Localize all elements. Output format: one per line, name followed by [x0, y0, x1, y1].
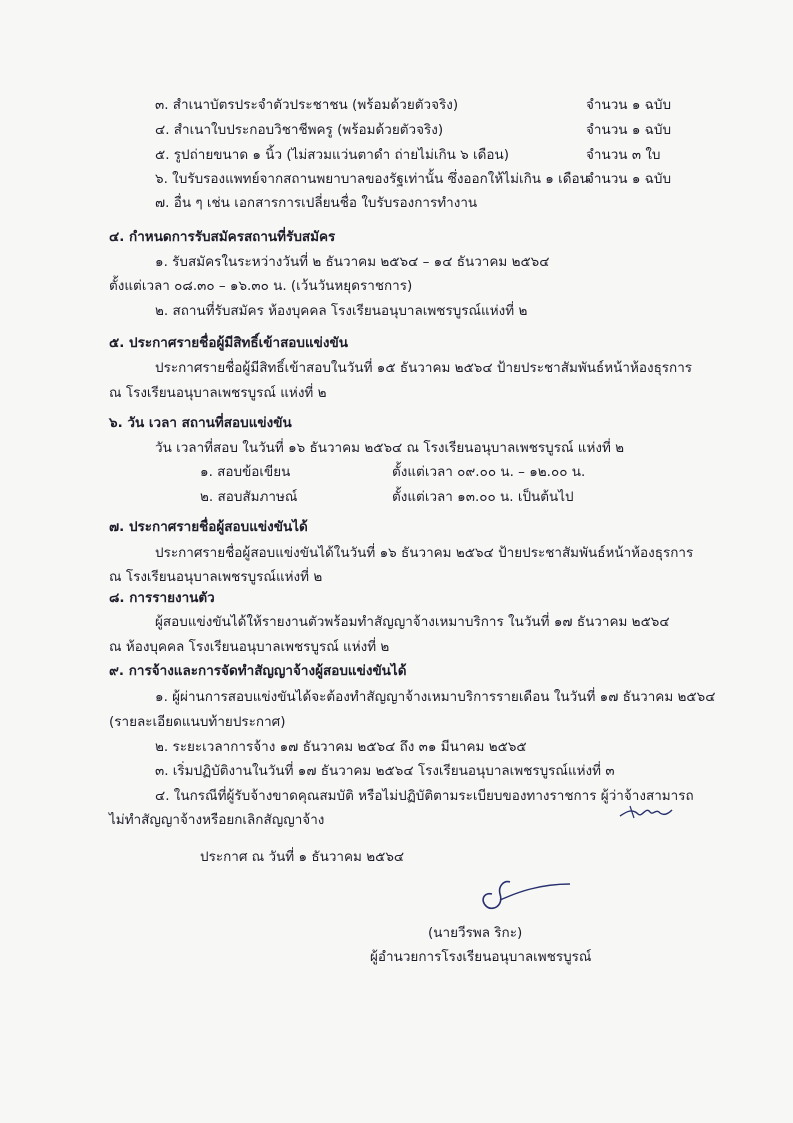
section-9-line-5: ๔. ในกรณีที่ผู้รับจ้างขาดคุณสมบัติ หรือไม่ปฏิบัติตามระเบียบของทางราชการ ผู้ว่าจ้างสามารถ [155, 788, 694, 804]
signer-title: ผู้อำนวยการโรงเรียนอนุบาลเพชรบูรณ์ [370, 949, 592, 965]
section-9-line-6: ไม่ทำสัญญาจ้างหรือยกเลิกสัญญาจ้าง [109, 812, 325, 828]
section-4-line-3: ๒. สถานที่รับสมัคร ห้องบุคคล โรงเรียนอนุบาลเพชรบูรณ์แห่งที่ ๒ [155, 303, 528, 319]
doc-item-3-qty: จำนวน ๑ ฉบับ [586, 97, 672, 113]
section-8-line-2: ณ ห้องบุคคล โรงเรียนอนุบาลเพชรบูรณ์ แห่งที่ ๒ [109, 639, 390, 655]
section-6-exam-1-time: ตั้งแต่เวลา ๐๙.๐๐ น. – ๑๒.๐๐ น. [392, 464, 586, 480]
doc-item-4-qty: จำนวน ๑ ฉบับ [586, 122, 672, 138]
section-4-line-2: ตั้งแต่เวลา ๐๘.๓๐ – ๑๖.๓๐ น. (เว้นวันหยุดราชการ) [109, 278, 413, 294]
section-9-line-4: ๓. เริ่มปฏิบัติงานในวันที่ ๑๗ ธันวาคม ๒๕๖๔ โรงเรียนอนุบาลเพชรบูรณ์แห่งที่ ๓ [155, 763, 615, 779]
doc-item-3: ๓. สำเนาบัตรประจำตัวประชาชน (พร้อมด้วยตัวจริง) [155, 97, 459, 113]
section-6-line-1: วัน เวลาที่สอบ ในวันที่ ๑๖ ธันวาคม ๒๕๖๔ ณ โรงเรียนอนุบาลเพชรบูรณ์ แห่งที่ ๒ [155, 440, 625, 456]
section-5-line-2: ณ โรงเรียนอนุบาลเพชรบูรณ์ แห่งที่ ๒ [109, 385, 327, 401]
section-9-line-1: ๑. ผู้ผ่านการสอบแข่งขันได้จะต้องทำสัญญาจ้างเหมาบริการรายเดือน ในวันที่ ๑๗ ธันวาคม ๒๕๖๔ [155, 689, 716, 705]
doc-item-5: ๕. รูปถ่ายขนาด ๑ นิ้ว (ไม่สวมแว่นตาดำ ถ่ายไม่เกิน ๖ เดือน) [155, 147, 510, 163]
section-5-heading: ๕. ประกาศรายชื่อผู้มีสิทธิ์เข้าสอบแข่งขัน [109, 335, 348, 351]
section-4-line-1: ๑. รับสมัครในระหว่างวันที่ ๒ ธันวาคม ๒๕๖๔ – ๑๔ ธันวาคม ๒๕๖๔ [155, 254, 550, 270]
doc-item-6: ๖. ใบรับรองแพทย์จากสถานพยาบาลของรัฐเท่านั้น ซึ่งออกให้ไม่เกิน ๑ เดือน [155, 171, 589, 187]
section-6-exam-2: ๒. สอบสัมภาษณ์ [200, 489, 298, 505]
announce-date: ประกาศ ณ วันที่ ๑ ธันวาคม ๒๕๖๔ [200, 849, 405, 865]
section-9-line-2: (รายละเอียดแนบท้ายประกาศ) [109, 714, 286, 730]
initials-mark [616, 798, 676, 824]
section-8-heading: ๘. การรายงานตัว [109, 590, 215, 606]
section-7-heading: ๗. ประกาศรายชื่อผู้สอบแข่งขันได้ [109, 519, 308, 535]
section-5-line-1: ประกาศรายชื่อผู้มีสิทธิ์เข้าสอบในวันที่ ๑๕ ธันวาคม ๒๕๖๔ ป้ายประชาสัมพันธ์หน้าห้องธุรการ [155, 360, 693, 376]
section-6-exam-1: ๑. สอบข้อเขียน [200, 464, 291, 480]
doc-item-7: ๗. อื่น ๆ เช่น เอกสารการเปลี่ยนชื่อ ใบรับรองการทำงาน [155, 195, 478, 211]
section-6-heading: ๖. วัน เวลา สถานที่สอบแข่งขัน [109, 415, 292, 431]
section-9-heading: ๙. การจ้างและการจัดทำสัญญาจ้างผู้สอบแข่งขันได้ [109, 663, 407, 679]
signer-name: (นายวีรพล ริกะ) [428, 925, 523, 941]
section-6-exam-2-time: ตั้งแต่เวลา ๑๓.๐๐ น. เป็นต้นไป [392, 489, 574, 505]
doc-item-4: ๔. สำเนาใบประกอบวิชาชีพครู (พร้อมด้วยตัวจริง) [155, 122, 444, 138]
section-8-line-1: ผู้สอบแข่งขันได้ให้รายงานตัวพร้อมทำสัญญาจ้างเหมาบริการ ในวันที่ ๑๗ ธันวาคม ๒๕๖๔ [155, 614, 670, 630]
section-4-heading: ๔. กำหนดการรับสมัครสถานที่รับสมัคร [109, 229, 336, 245]
doc-item-5-qty: จำนวน ๓ ใบ [586, 147, 661, 163]
section-7-line-2: ณ โรงเรียนอนุบาลเพชรบูรณ์แห่งที่ ๒ [109, 569, 323, 585]
signature [470, 870, 580, 920]
doc-item-6-qty: จำนวน ๑ ฉบับ [586, 171, 672, 187]
section-9-line-3: ๒. ระยะเวลาการจ้าง ๑๗ ธันวาคม ๒๕๖๔ ถึง ๓๑ มีนาคม ๒๕๖๕ [155, 739, 527, 755]
section-7-line-1: ประกาศรายชื่อผู้สอบแข่งขันได้ในวันที่ ๑๖ ธันวาคม ๒๕๖๔ ป้ายประชาสัมพันธ์หน้าห้องธุรการ [155, 545, 694, 561]
